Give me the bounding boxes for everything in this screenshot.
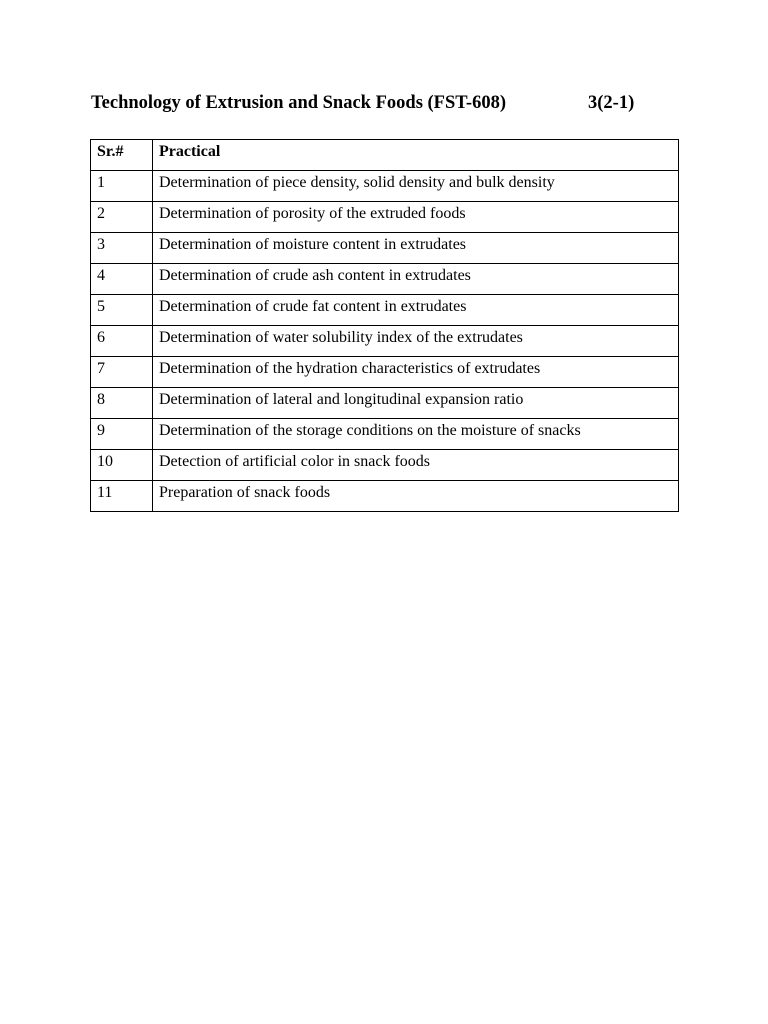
serial-number-cell: 2 [91, 202, 153, 233]
serial-number-cell: 5 [91, 295, 153, 326]
practical-cell: Determination of crude fat content in extrudates [153, 295, 679, 326]
serial-number-cell: 10 [91, 450, 153, 481]
practical-cell: Determination of the hydration characteristics of extrudates [153, 357, 679, 388]
table-row [91, 264, 679, 295]
practical-cell: Determination of the storage conditions on the moisture of snacks [153, 419, 679, 450]
practical-cell: Detection of artificial color in snack foods [153, 450, 679, 481]
table-row [91, 419, 679, 450]
serial-number-cell: 4 [91, 264, 153, 295]
serial-number-cell: 11 [91, 481, 153, 512]
practical-cell: Determination of piece density, solid density and bulk density [153, 171, 679, 202]
practical-cell: Determination of moisture content in extrudates [153, 233, 679, 264]
serial-number-cell: 6 [91, 326, 153, 357]
practicals-table [90, 139, 679, 512]
table-row [91, 357, 679, 388]
column-header-serial: Sr.# [91, 140, 153, 171]
table-row [91, 295, 679, 326]
table-row [91, 233, 679, 264]
serial-number-cell: 8 [91, 388, 153, 419]
table-row [91, 481, 679, 512]
serial-number-cell: 9 [91, 419, 153, 450]
serial-number-cell: 3 [91, 233, 153, 264]
serial-number-cell: 7 [91, 357, 153, 388]
serial-number-cell: 1 [91, 171, 153, 202]
table-row [91, 450, 679, 481]
practical-cell: Determination of porosity of the extruded foods [153, 202, 679, 233]
table-row [91, 171, 679, 202]
credit-hours: 3(2-1) [588, 93, 635, 113]
table-row [91, 388, 679, 419]
table-header-row [91, 140, 679, 171]
column-header-practical: Practical [153, 140, 679, 171]
practical-cell: Determination of crude ash content in extrudates [153, 264, 679, 295]
table-row [91, 202, 679, 233]
table-row [91, 326, 679, 357]
practical-cell: Determination of water solubility index of the extrudates [153, 326, 679, 357]
document-title: Technology of Extrusion and Snack Foods (FST-608) [91, 93, 506, 113]
practical-cell: Determination of lateral and longitudinal expansion ratio [153, 388, 679, 419]
practical-cell: Preparation of snack foods [153, 481, 679, 512]
document-heading [91, 93, 691, 119]
